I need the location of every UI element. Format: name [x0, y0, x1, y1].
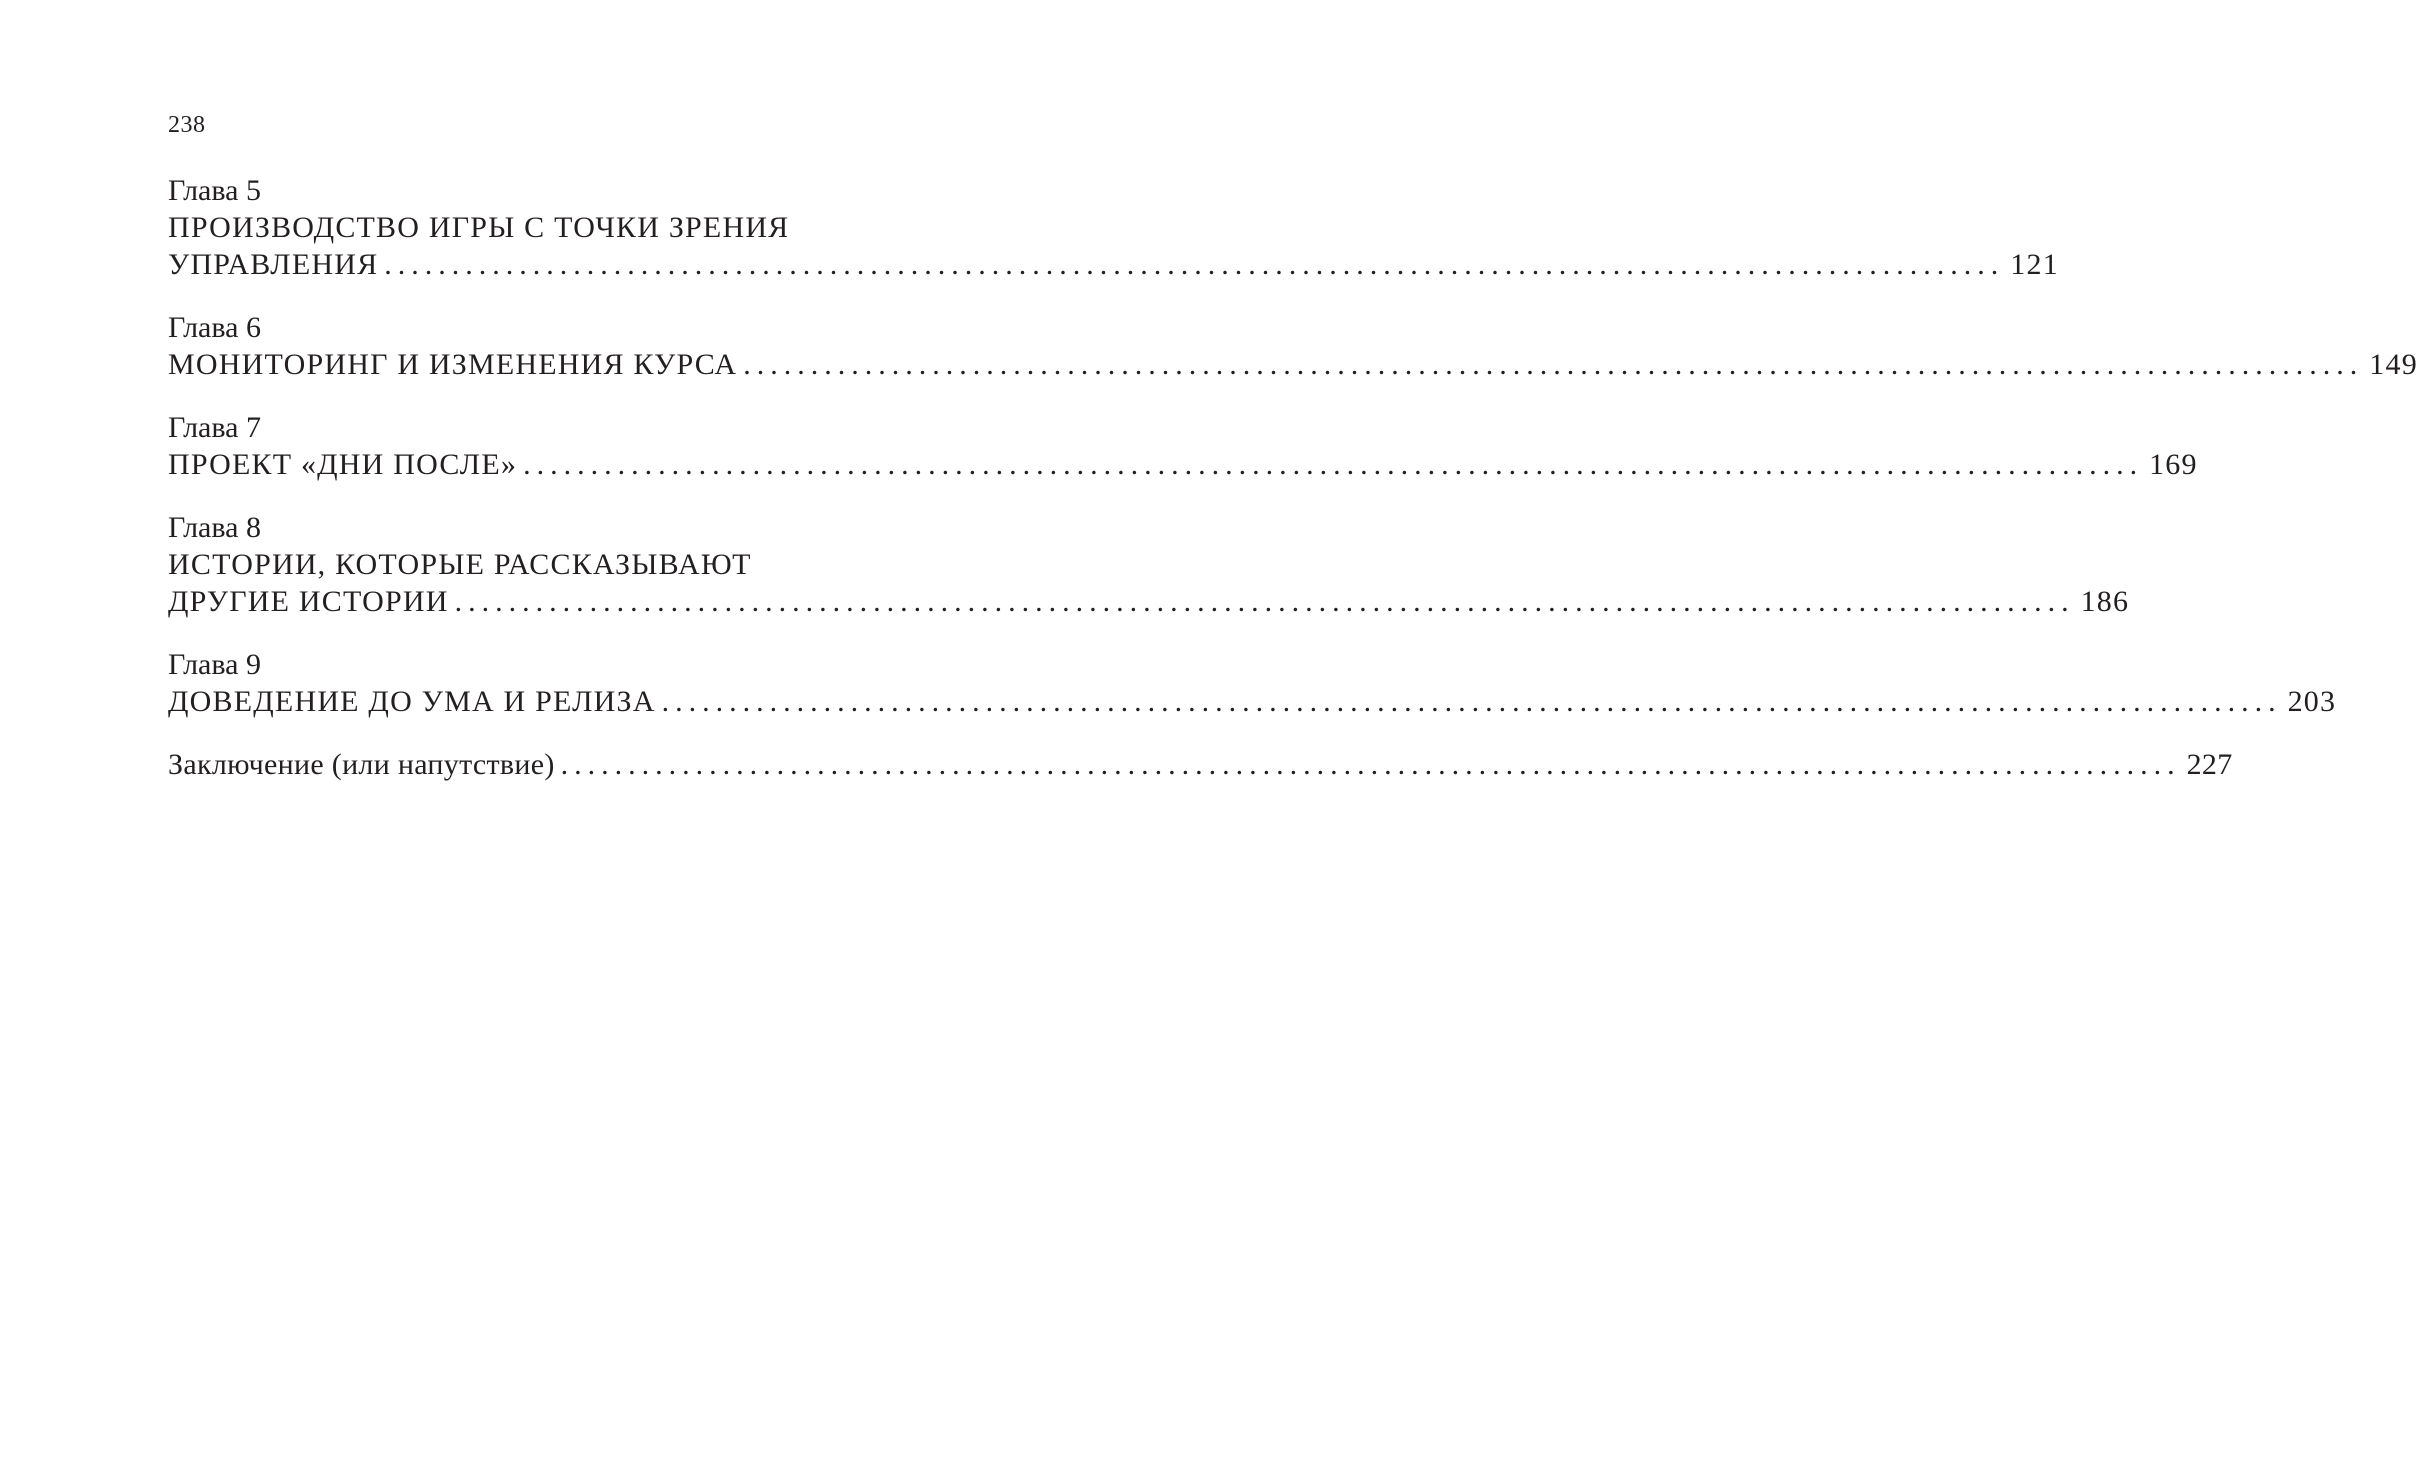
chapter-title-leader: [168, 583, 2130, 620]
dot-leader: ........................................................................................................................: [523, 448, 2144, 481]
chapter-title-leader: [168, 683, 2337, 720]
chapter-label: Глава 6: [168, 311, 261, 344]
conclusion-label: Заключение (или напутствие): [168, 748, 555, 781]
conclusion-leader: [168, 746, 2233, 783]
chapter-title-leader: [168, 446, 2198, 483]
toc-entry-chapter-8: [168, 509, 2130, 620]
table-of-contents: [168, 172, 2418, 809]
chapter-label: Глава 8: [168, 511, 261, 544]
dot-leader: ........................................................................................................................: [454, 585, 2075, 618]
chapter-label: Глава 7: [168, 411, 261, 444]
page-reference: 169: [2149, 448, 2198, 481]
chapter-label: Глава 5: [168, 174, 261, 207]
toc-entry-chapter-6: [168, 309, 2418, 383]
dot-leader: ........................................................................................................................: [384, 248, 2005, 281]
chapter-label: Глава 9: [168, 648, 261, 681]
page-number: 238: [168, 112, 206, 138]
dot-leader: ........................................................................................................................: [743, 348, 2364, 381]
chapter-title-line: ПРОЕКТ «ДНИ ПОСЛЕ»: [168, 448, 518, 481]
chapter-title-line: ИСТОРИИ, КОТОРЫЕ РАССКАЗЫВАЮТ: [168, 548, 752, 581]
toc-entry-chapter-9: [168, 646, 2337, 720]
dot-leader: ........................................................................................................................: [560, 748, 2181, 781]
chapter-title-line: ПРОИЗВОДСТВО ИГРЫ С ТОЧКИ ЗРЕНИЯ: [168, 211, 790, 244]
toc-entry-chapter-7: [168, 409, 2198, 483]
chapter-title-line: УПРАВЛЕНИЯ: [168, 248, 379, 281]
page-reference: 121: [2010, 248, 2059, 281]
chapter-title-leader: [168, 346, 2418, 383]
toc-entry-conclusion: [168, 746, 2233, 783]
dot-leader: ........................................................................................................................: [661, 685, 2282, 718]
toc-entry-chapter-5: [168, 172, 2059, 283]
chapter-title-leader: [168, 246, 2059, 283]
page-reference: 186: [2080, 585, 2130, 618]
chapter-title-line: МОНИТОРИНГ И ИЗМЕНЕНИЯ КУРСА: [168, 348, 738, 381]
page-reference: 149: [2369, 348, 2418, 381]
page-reference: 203: [2287, 685, 2337, 718]
chapter-title-line: ДОВЕДЕНИЕ ДО УМА И РЕЛИЗА: [168, 685, 656, 718]
page-reference: 227: [2186, 748, 2233, 781]
chapter-title-line: ДРУГИЕ ИСТОРИИ: [168, 585, 449, 618]
